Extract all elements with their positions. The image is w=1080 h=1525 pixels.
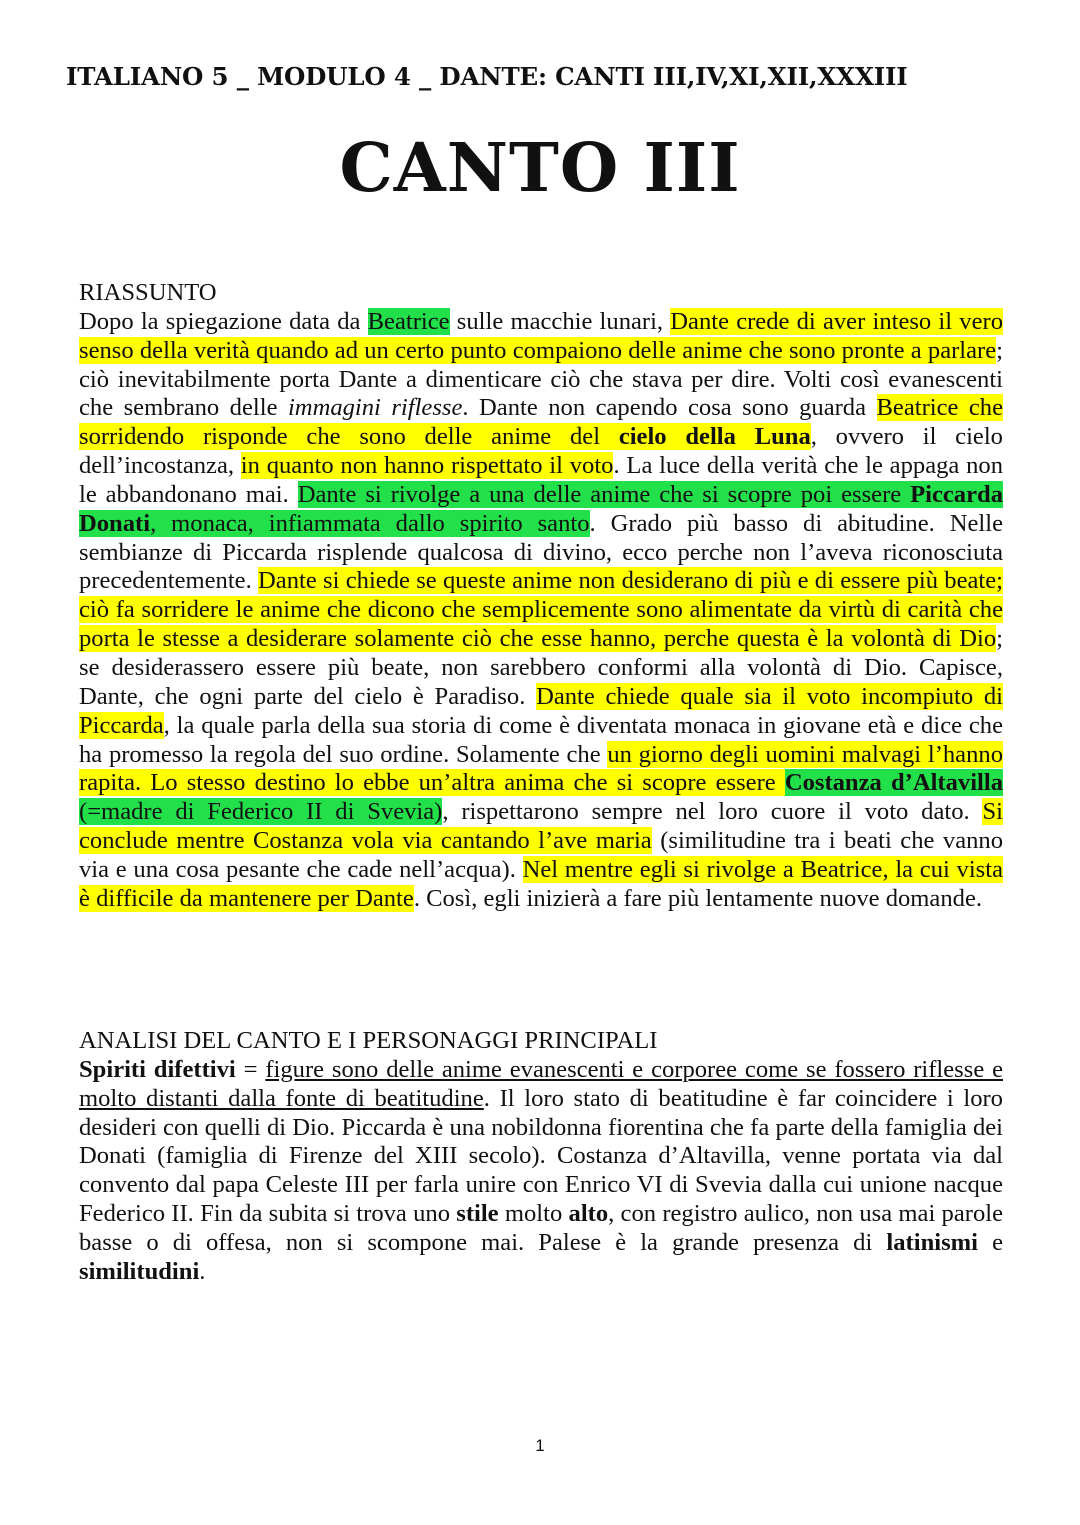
- yellow-highlight: in quanto non hanno rispettato il voto: [240, 452, 614, 480]
- text-segment: . La luce della verità che le appaga non le abbandonano mai.: [79, 452, 1003, 508]
- bold-text: Spiriti difettivi: [79, 1055, 236, 1083]
- text-segment: e: [977, 1228, 1003, 1256]
- green-highlight-bold: Costanza d’Altavilla: [784, 769, 1003, 797]
- yellow-highlight: Nel mentre egli si rivolge a Beatrice, la cui vista è difficile da mantenere per Dante: [79, 855, 1003, 912]
- yellow-highlight: un giorno degli uomini malvagi l’hanno rapita. Lo stesso destino lo ebbe un’altra anima che si scopre essere: [79, 740, 1003, 797]
- bold-text: similitudini: [79, 1257, 200, 1285]
- page-number: 1: [535, 1436, 545, 1455]
- text-segment: . Dante non capendo cosa sono guarda: [462, 394, 877, 422]
- italic-text: immagini riflesse: [287, 394, 463, 422]
- yellow-highlight: Si conclude mentre Costanza vola via cantando l’ave maria: [79, 798, 1003, 855]
- text-segment: molto: [498, 1200, 569, 1228]
- text-segment: . Così, egli inizierà a fare più lentamente nuove domande.: [413, 884, 983, 912]
- yellow-highlight-bold: cielo della Luna: [618, 423, 811, 451]
- analisi-section: [79, 1027, 1003, 1287]
- text-segment: sulle macchie lunari,: [449, 307, 671, 335]
- green-highlight: Dante si rivolge a una delle anime che si scopre poi essere: [297, 480, 911, 508]
- text-segment: . Grado più basso di abitudine. Nelle sembianze di Piccarda risplende qualcosa di divino, ecco perche non l’aveva riconosciuta precedentemente.: [79, 509, 1003, 595]
- text-segment: .: [199, 1257, 206, 1285]
- bold-text: alto: [568, 1200, 609, 1228]
- text-segment: . Il loro stato di beatitudine è far coincidere i loro desideri con quelli di Dio. Piccarda è una nobildonna fiorentina che fa parte della famiglia dei Donati (famiglia di Firenze del XIII secolo). Costanza d’Altavilla, venne portata via dal convento dal papa Celeste III per farla unire con Enrico VI di Svevia dalla cui unione nacque Federico II. Fin da subita si trova uno: [79, 1084, 1003, 1228]
- text-segment: ; se desiderassero essere più beate, non sarebbero conformi alla volontà di Dio. Capisce, Dante, che ogni parte del cielo è Paradiso.: [79, 625, 1003, 710]
- section-heading-analisi: ANALISI DEL CANTO E I PERSONAGGI PRINCIPALI: [79, 1027, 658, 1054]
- riassunto-paragraph: [79, 308, 1003, 914]
- document-header: ITALIANO 5 _ MODULO 4 _ DANTE: CANTI III,IV,XI,XII,XXXIII: [66, 62, 908, 91]
- text-segment: , la quale parla della sua storia di come è diventata monaca in giovane età e dice che ha promesso la regola del suo ordine. Solamente che: [79, 711, 1003, 768]
- green-highlight: , monaca, infiammata dallo spirito santo: [150, 509, 590, 537]
- text-segment: Dopo la spiegazione data da: [79, 307, 368, 335]
- underlined-text: figure sono delle anime evanescenti e corporee come se fossero riflesse e molto distanti dalla fonte di beatitudine: [79, 1055, 1003, 1112]
- text-segment: , ovvero il cielo dell’incostanza,: [79, 423, 1003, 480]
- yellow-highlight: Dante crede di aver inteso il vero senso della verità quando ad un certo punto compaiono delle anime che sono pronte a parlare: [79, 307, 1003, 364]
- riassunto-section: [79, 279, 1003, 914]
- yellow-highlight: Beatrice che sorridendo risponde che sono delle anime del: [79, 394, 1004, 451]
- text-segment: =: [235, 1055, 266, 1083]
- green-highlight-bold: Piccarda Donati: [79, 480, 1003, 537]
- text-segment: (similitudine tra i beati che vanno via e una cosa pesante che cade nell’acqua).: [79, 827, 1004, 883]
- analisi-paragraph: [79, 1056, 1003, 1287]
- yellow-highlight: Dante chiede quale sia il voto incompiuto di Piccarda: [79, 682, 1003, 739]
- section-heading-riassunto: RIASSUNTO: [79, 279, 217, 306]
- green-highlight: Beatrice: [367, 307, 450, 335]
- bold-text: latinismi: [886, 1228, 978, 1256]
- text-segment: , rispettarono sempre nel loro cuore il voto dato.: [442, 798, 983, 826]
- green-highlight: (=madre di Federico II di Svevia): [79, 798, 443, 826]
- page-title: CANTO III: [339, 128, 741, 207]
- text-segment: , con registro aulico, non usa mai parole basse o di offesa, non si scompone mai. Palese è la grande presenza di: [79, 1200, 1003, 1256]
- bold-text: stile: [456, 1200, 499, 1228]
- yellow-highlight: Dante si chiede se queste anime non desiderano di più e di essere più beate; ciò fa sorridere le anime che dicono che semplicemente sono alimentate da virtù di carità che porta le stesse a desiderare solamente ciò che esse hanno, perche questa è la volontà di Dio: [79, 567, 1003, 653]
- text-segment: ; ciò inevitabilmente porta Dante a dimenticare ciò che stava per dire. Volti così evanescenti che sembrano delle: [79, 336, 1003, 422]
